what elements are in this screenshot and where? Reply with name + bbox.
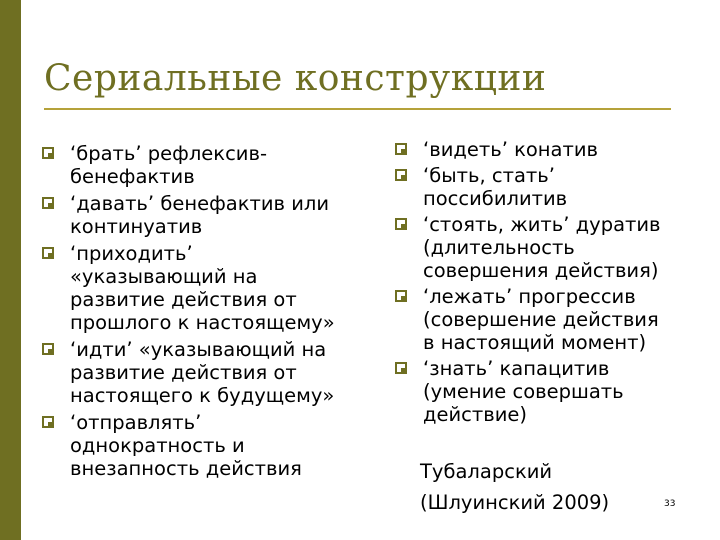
left-list-item [42,338,382,407]
left-list-item [42,242,382,334]
hollow-square-bullet-icon [395,362,407,374]
right-list-item [395,285,705,354]
right-list-item [395,164,705,210]
bullet-text: ‘давать’ бенефактив или континуатив [70,192,330,238]
bullet-text: ‘стоять, жить’ дуратив (длительность совершения действия) [423,213,661,282]
bullet-text: ‘лежать’ прогрессив (совершение действия в настоящий момент) [423,285,659,354]
hollow-square-bullet-icon [42,343,54,355]
right-list-item [395,357,705,426]
hollow-square-bullet-icon [395,169,407,181]
hollow-square-bullet-icon [395,290,407,302]
left-list-item [42,142,382,188]
title-underline [44,108,671,110]
page-number: 33 [664,499,676,509]
slide-title: Сериальные конструкции [44,58,547,99]
left-list-item [42,192,382,238]
left-list-item [42,411,382,480]
right-list-item [395,138,705,161]
bullet-text: ‘идти’ «указывающий на развитие действия от настоящего к будущему» [70,338,335,407]
bullet-text: ‘быть, стать’ поссибилитив [423,164,568,210]
hollow-square-bullet-icon [42,416,54,428]
left-accent-bar [0,0,21,540]
bullet-text: ‘отправлять’ однократность и внезапность действия [70,411,302,480]
hollow-square-bullet-icon [395,218,407,230]
left-bullet-list [42,142,382,484]
hollow-square-bullet-icon [42,247,54,259]
hollow-square-bullet-icon [42,147,54,159]
bullet-text: ‘знать’ капацитив (умение совершать действие) [423,357,624,426]
right-list-item [395,213,705,282]
bullet-text: ‘видеть’ конатив [423,138,599,161]
hollow-square-bullet-icon [395,143,407,155]
bullet-text: ‘приходить’ «указывающий на развитие действия от прошлого к настоящему» [70,242,335,334]
right-bullet-list [395,138,705,429]
bullet-text: ‘брать’ рефлексив- бенефактив [70,142,268,188]
source-credit: Тубаларский (Шлуинский 2009) [420,460,610,514]
hollow-square-bullet-icon [42,197,54,209]
